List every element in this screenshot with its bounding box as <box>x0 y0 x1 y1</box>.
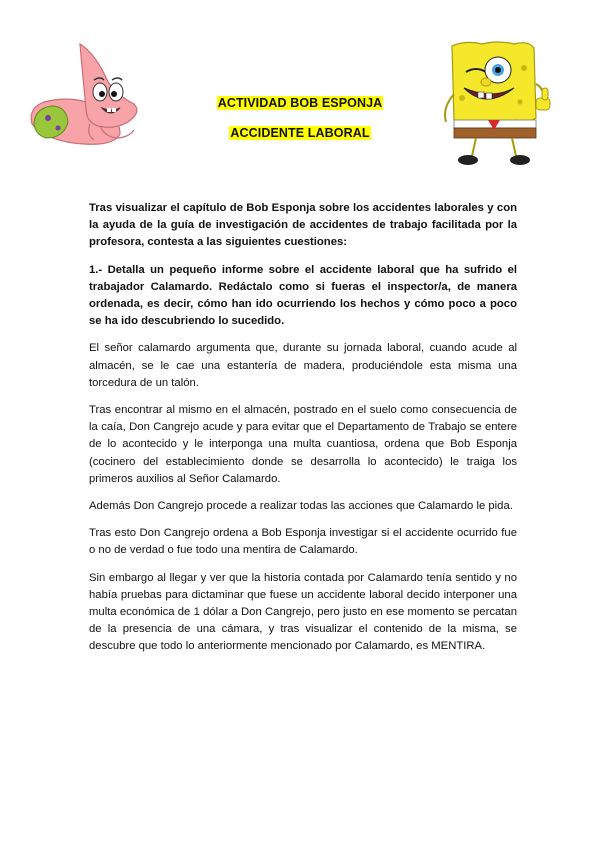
answer-paragraph: Tras encontrar al mismo en el almacén, postrado en el suelo como consecuencia de la caía, Don Cangrejo acude y para evitar que el Departamento de Trabajo se entere de lo acontecido y le interponga una multa cuantiosa, ordena que Bob Esponja (cocinero del establecimiento donde se desarrolla lo acontecido) le traiga los primeros auxilios al Señor Calamardo. <box>89 404 517 485</box>
answer-paragraph: El señor calamardo argumenta que, durante su jornada laboral, cuando acude al almacén, se le cae una estantería de madera, produciéndole esta misma una torcedura de un talón. <box>89 342 517 389</box>
answer-paragraph: Tras esto Don Cangrejo ordena a Bob Esponja investigar si el accidente ocurrido fue o no de verdad o fue todo una mentira de Calamardo. <box>89 527 517 557</box>
document-body <box>89 200 517 666</box>
answer-paragraph: Además Don Cangrejo procede a realizar todas las acciones que Calamardo le pida. <box>89 500 513 513</box>
intro-paragraph: Tras visualizar el capítulo de Bob Esponja sobre los accidentes laborales y con la ayuda de la guía de investigación de accidentes de trabajo facilitada por la profesora, contesta a las siguientes cuestiones: <box>89 202 517 249</box>
question-1: 1.- Detalla un pequeño informe sobre el accidente laboral que ha sufrido el trabajador Calamardo. Redáctalo como si fueras el inspector/a, de manera ordenada, es decir, cómo han ido ocurriendo los hechos y cómo poco a poco se ha ido descubriendo lo sucedido. <box>89 263 517 328</box>
page-subtitle-text: ACCIDENTE LABORAL <box>230 126 370 140</box>
answer-paragraph: Sin embargo al llegar y ver que la historia contada por Calamardo tenía sentido y no había pruebas para dictaminar que fuese un accidente laboral decido interponer una multa económica de 1 dólar a Don Cangrejo, pero justo en ese momento se percatan de la presencia de una cámara, y tras visualizar el contenido de la misma, se descubre que todo lo anteriormente mencionado por Calamardo, es MENTIRA. <box>89 571 517 653</box>
page-title-text: ACTIVIDAD BOB ESPONJA <box>217 96 383 110</box>
page-title <box>0 96 600 110</box>
page-subtitle <box>0 126 600 140</box>
